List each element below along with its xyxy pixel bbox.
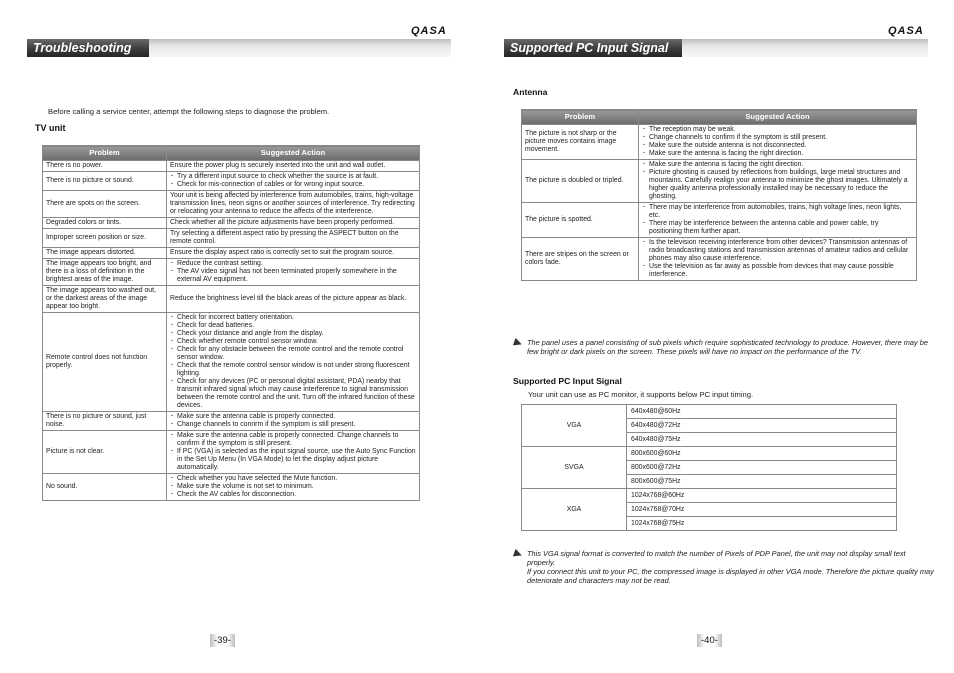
signal-row — [522, 405, 897, 419]
problem-cell: Degraded colors or tints. — [43, 218, 167, 229]
action-item: · Make sure the antenna cable is properly connected. — [170, 413, 416, 421]
action-cell — [167, 412, 420, 431]
action-item: · Check for any devices (PC or personal digital assistant, PDA) nearby that transmit infrared signal which may cause interference to signal transmission between the remote control and the unit. Turn off the infrared function of these devices. — [170, 378, 416, 410]
action-item: · Check for mis-connection of cables or for wrong input source. — [170, 181, 416, 189]
signal-timing-cell: 1024x768@70Hz — [627, 503, 897, 517]
action-list — [642, 126, 913, 158]
tv-unit-heading: TV unit — [35, 123, 66, 133]
action-item: · Make sure the antenna is facing the right direction. — [642, 161, 913, 169]
action-list — [170, 475, 416, 499]
problem-cell: The picture is not sharp or the picture moves contains image movement. — [522, 125, 639, 160]
action-item: · The reception may be weak. — [642, 126, 913, 134]
problem-cell: The image appears too washed out, or the darkest areas of the image appear too bright. — [43, 286, 167, 313]
header-problem: Problem — [43, 146, 167, 161]
page-number: -40- — [697, 634, 722, 647]
section-header-bar — [27, 39, 451, 57]
note-text-line2: If you connect this unit to your PC, the compressed image is displayed in other VGA mode. Therefore the picture quality may deteriorate and characters may not be read. — [527, 567, 934, 585]
table-row — [43, 313, 420, 412]
table-row — [43, 248, 420, 259]
problem-cell: The image appears distorted. — [43, 248, 167, 259]
action-list — [170, 432, 416, 472]
problem-cell: The picture is doubled or tripled. — [522, 160, 639, 203]
table-row — [522, 125, 917, 160]
problem-cell: There is no power. — [43, 161, 167, 172]
problem-cell: No sound. — [43, 474, 167, 501]
antenna-table — [521, 109, 917, 281]
brand-logo: QASA — [888, 25, 924, 37]
note-arrow-icon — [513, 338, 523, 348]
signal-mode-cell: XGA — [522, 489, 627, 531]
signal-mode-cell: VGA — [522, 405, 627, 447]
signal-table — [521, 404, 897, 531]
brand-logo: QASA — [411, 25, 447, 37]
signal-row — [522, 489, 897, 503]
header-suggested-action: Suggested Action — [639, 110, 917, 125]
intro-text: Before calling a service center, attempt the following steps to diagnose the problem. — [48, 107, 330, 116]
action-list — [170, 173, 416, 189]
action-cell — [167, 313, 420, 412]
section-title: Troubleshooting — [27, 39, 149, 57]
action-text: Check whether all the picture adjustments have been properly performed. — [170, 219, 395, 226]
note-vga-format — [514, 549, 935, 585]
action-list — [170, 413, 416, 429]
action-cell — [167, 161, 420, 172]
action-cell — [639, 160, 917, 203]
action-item: · Check for dead batteries. — [170, 322, 416, 330]
action-item: · Make sure the antenna is facing the right direction. — [642, 150, 913, 158]
note-text-line1: This VGA signal format is converted to match the number of Pixels of PDP Panel, the unit may not display small text properly. — [527, 549, 906, 567]
pc-input-intro: Your unit can use as PC monitor, it supports below PC input timing. — [528, 390, 754, 399]
action-list — [642, 204, 913, 236]
note-arrow-icon — [513, 549, 523, 559]
table-row — [522, 160, 917, 203]
table-row — [43, 218, 420, 229]
action-item: · There may be interference from automobiles, trains, high voltage lines, neon lights, etc. — [642, 204, 913, 220]
table-row — [43, 161, 420, 172]
section-header-bar — [504, 39, 928, 57]
page-right — [477, 0, 954, 673]
action-cell — [167, 431, 420, 474]
antenna-heading: Antenna — [513, 87, 548, 97]
table-row — [43, 229, 420, 248]
table-row — [43, 191, 420, 218]
problem-cell: There are spots on the screen. — [43, 191, 167, 218]
action-cell — [167, 248, 420, 259]
action-item: · Check your distance and angle from the display. — [170, 330, 416, 338]
problem-cell: There is no picture or sound. — [43, 172, 167, 191]
action-cell — [167, 474, 420, 501]
action-item: · There may be interference between the antenna cable and power cable, try positioning them further apart. — [642, 220, 913, 236]
problem-cell: There is no picture or sound, just noise. — [43, 412, 167, 431]
header-problem: Problem — [522, 110, 639, 125]
action-cell — [639, 125, 917, 160]
table-row — [43, 412, 420, 431]
table-row — [522, 203, 917, 238]
action-item: · Check whether remote control sensor window. — [170, 338, 416, 346]
action-list — [170, 260, 416, 284]
action-cell — [167, 229, 420, 248]
action-item: · Make sure the volume is not set to minimum. — [170, 483, 416, 491]
action-item: · Use the television as far away as possible from devices that may cause possible interference. — [642, 263, 913, 279]
action-cell — [167, 259, 420, 286]
note-panel-pixels — [514, 338, 935, 356]
action-item: · Try a different input source to check whether the source is at fault. — [170, 173, 416, 181]
action-text: Ensure the power plug is securely inserted into the unit and wall outlet. — [170, 162, 386, 169]
problem-cell: The picture is spotted. — [522, 203, 639, 238]
signal-timing-cell: 1024x768@60Hz — [627, 489, 897, 503]
action-item: · Check for any obstacle between the remote control and the remote control sensor window. — [170, 346, 416, 362]
signal-row — [522, 447, 897, 461]
note-text: The panel uses a panel consisting of sub pixels which require sophisticated technology to produce. However, there may be few bright or dark pixels on the screen. These pixels will have no impact on the performance of the TV. — [527, 338, 928, 356]
signal-timing-cell: 640x480@75Hz — [627, 433, 897, 447]
signal-timing-cell: 640x480@72Hz — [627, 419, 897, 433]
action-list — [170, 314, 416, 410]
table-row — [522, 238, 917, 281]
problem-cell: The image appears too bright, and there is a loss of definition in the brightest areas of the image. — [43, 259, 167, 286]
header-suggested-action: Suggested Action — [167, 146, 420, 161]
table-row — [43, 286, 420, 313]
action-cell — [639, 238, 917, 281]
page-number: -39- — [210, 634, 235, 647]
signal-timing-cell: 800x600@60Hz — [627, 447, 897, 461]
problem-cell: Remote control does not function properly. — [43, 313, 167, 412]
action-item: · If PC (VGA) is selected as the input signal source, use the Auto Sync Function in the Set Up Menu (In VGA Mode) to let the display adjust picture automatically. — [170, 448, 416, 472]
action-cell — [639, 203, 917, 238]
action-item: · The AV video signal has not been terminated properly somewhere in the external AV equipment. — [170, 268, 416, 284]
signal-mode-cell: SVGA — [522, 447, 627, 489]
action-cell — [167, 218, 420, 229]
action-item: · Change channels to confirm if the symptom is still present. — [642, 134, 913, 142]
table-row — [43, 431, 420, 474]
table-row — [43, 259, 420, 286]
action-item: · Check the AV cables for disconnection. — [170, 491, 416, 499]
action-text: Reduce the brightness level till the black areas of the picture appear as black. — [170, 295, 407, 302]
table-row — [43, 474, 420, 501]
action-item: · Change channels to conrirm if the symptom is still present. — [170, 421, 416, 429]
action-item: · Make sure the outside antenna is not disconnected. — [642, 142, 913, 150]
action-item: · Picture ghosting is caused by reflections from buildings, large metal structures and mountains. Carefully realign your antenna to minimize the ghost images. Ultimately a higher quality antenna professionally installed may be necessary to reduce the ghosting. — [642, 169, 913, 201]
action-text: Ensure the display aspect ratio is correctly set to suit the program source. — [170, 249, 395, 256]
table-row — [43, 172, 420, 191]
signal-timing-cell: 1024x768@75Hz — [627, 517, 897, 531]
section-title: Supported PC Input Signal — [504, 39, 682, 57]
action-cell — [167, 172, 420, 191]
action-text: Your unit is being affected by interference from automobiles, trains, high-voltage transmission lines, neon signs or another sources of interference. Try redirecting or relocating your antenna to reduce the affects of the interference. — [170, 192, 415, 215]
signal-timing-cell: 800x600@75Hz — [627, 475, 897, 489]
problem-cell: There are stripes on the screen or colors fade. — [522, 238, 639, 281]
action-text: Try selecting a different aspect ratio by pressing the ASPECT button on the remote control. — [170, 230, 399, 245]
action-item: · Check whether you have selected the Mute function. — [170, 475, 416, 483]
action-cell — [167, 286, 420, 313]
action-list — [642, 161, 913, 201]
problem-cell: Improper screen position or size. — [43, 229, 167, 248]
troubleshooting-table — [42, 145, 420, 501]
action-item: · Reduce the contrast setting. — [170, 260, 416, 268]
action-item: · Make sure the antenna cable is properly connected. Change channels to confirm if the symptom is still present. — [170, 432, 416, 448]
signal-timing-cell: 800x600@72Hz — [627, 461, 897, 475]
pc-input-heading: Supported PC Input Signal — [513, 376, 622, 386]
action-list — [642, 239, 913, 279]
action-item: · Check for incorrect battery orientation. — [170, 314, 416, 322]
action-item: · Check that the remote control sensor window is not under strong fluorescent lighting. — [170, 362, 416, 378]
action-item: · Is the television receiving interference from other devices? Transmission antennas of radio broadcasting stations and transmission antennas of amateur radios and cellular phones may also cause interference. — [642, 239, 913, 263]
signal-timing-cell: 640x480@60Hz — [627, 405, 897, 419]
action-cell — [167, 191, 420, 218]
problem-cell: Picture is not clear. — [43, 431, 167, 474]
